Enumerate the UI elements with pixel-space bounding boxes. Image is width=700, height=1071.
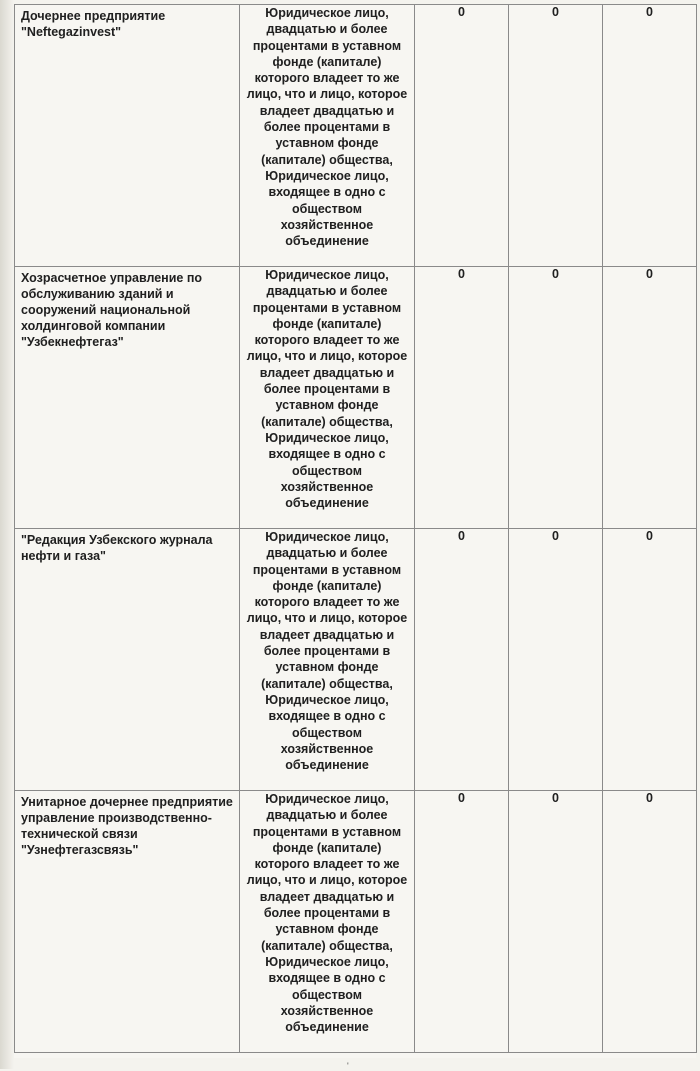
value-cell-1: 0 [415,791,509,1053]
value-cell-3: 0 [603,791,697,1053]
relation-cell [240,5,415,267]
affiliates-table [14,4,697,1053]
relation-cell [240,791,415,1053]
value-cell-3: 0 [603,5,697,267]
entity-name: Дочернее предприятие "Neftegazinvest" [21,9,166,39]
entity-name-cell [15,529,240,791]
entity-name: Унитарное дочернее предприятие управление производственно-технической связи "Узнефтегазсвязь" [21,795,233,857]
page-mark: ' [347,1061,349,1071]
value-cell-2: 0 [509,5,603,267]
value-cell-3: 0 [603,267,697,529]
entity-name-cell [15,791,240,1053]
value-cell-2: 0 [509,267,603,529]
value-cell-1: 0 [415,5,509,267]
entity-name-cell [15,5,240,267]
relation-text: Юридическое лицо, двадцатью и более процентами в уставном фонде (капитале) которого владеет то же лицо, что и лицо, которое владеет двадцатью и более процентами в уставном фонде (капитале) общества, Юридическое лицо, входящее в одно с обществом хозяйственное объединение [246,6,408,249]
value-cell-2: 0 [509,529,603,791]
relation-text: Юридическое лицо, двадцатью и более процентами в уставном фонде (капитале) которого владеет то же лицо, что и лицо, которое владеет двадцатью и более процентами в уставном фонде (капитале) общества, Юридическое лицо, входящее в одно с обществом хозяйственное объединение [246,268,408,511]
relation-cell [240,529,415,791]
relation-text: Юридическое лицо, двадцатью и более процентами в уставном фонде (капитале) которого владеет то же лицо, что и лицо, которое владеет двадцатью и более процентами в уставном фонде (капитале) общества, Юридическое лицо, входящее в одно с обществом хозяйственное объединение [246,530,408,773]
entity-name: "Редакция Узбекского журнала нефти и газа" [21,533,213,563]
table-row [15,5,697,267]
scan-edge-shadow [0,0,14,1069]
relation-text: Юридическое лицо, двадцатью и более процентами в уставном фонде (капитале) которого владеет то же лицо, что и лицо, которое владеет двадцатью и более процентами в уставном фонде (капитале) общества, Юридическое лицо, входящее в одно с обществом хозяйственное объединение [246,792,408,1035]
document-page [14,4,696,1058]
table-row [15,791,697,1053]
entity-name: Хозрасчетное управление по обслуживанию зданий и сооружений национальной холдинговой компании "Узбекнефтегаз" [21,271,203,349]
entity-name-cell [15,267,240,529]
value-cell-1: 0 [415,529,509,791]
value-cell-3: 0 [603,529,697,791]
relation-cell [240,267,415,529]
value-cell-2: 0 [509,791,603,1053]
table-row [15,529,697,791]
table-row [15,267,697,529]
value-cell-1: 0 [415,267,509,529]
